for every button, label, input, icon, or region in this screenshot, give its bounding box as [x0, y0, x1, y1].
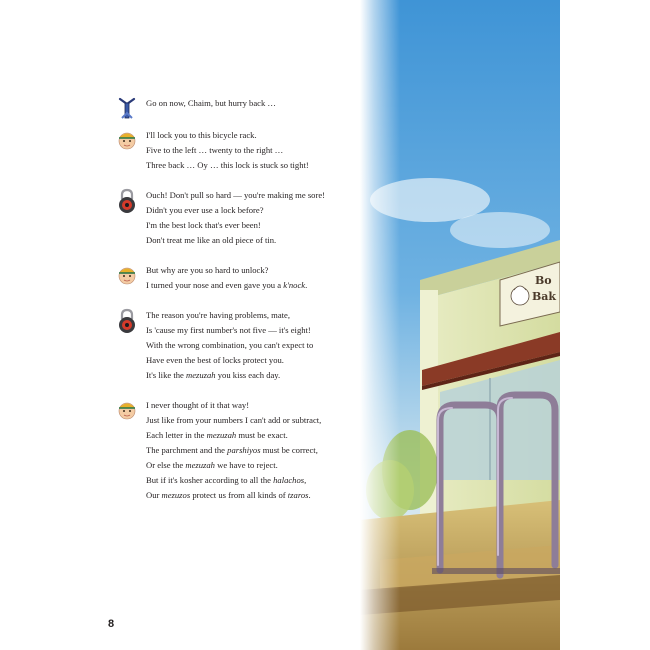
poem-line	[146, 443, 321, 458]
line-text: you kiss each day.	[215, 370, 281, 380]
poem-line	[146, 398, 321, 413]
italic-term: tzaros	[287, 490, 309, 500]
poem-line	[146, 473, 321, 488]
bicycle-rack-illustration	[360, 0, 560, 650]
poem-line	[146, 353, 313, 368]
poem-line	[146, 338, 313, 353]
line-text: protect us from all kinds of	[190, 490, 288, 500]
line-text: Didn't you ever use a lock before?	[146, 205, 264, 215]
poem-line	[146, 233, 325, 248]
page-number: 8	[108, 618, 115, 630]
line-text: we have to reject.	[214, 460, 278, 470]
line-text: Five to the left … twenty to the right …	[146, 145, 284, 155]
line-text: I'll lock you to this bicycle rack.	[146, 130, 257, 140]
poem-line	[146, 488, 321, 503]
line-text: Ouch! Don't pull so hard — you're making me sore!	[146, 190, 325, 200]
stanza-2-lines	[146, 128, 309, 173]
line-text: Is 'cause my first number's not five — it's eight!	[146, 325, 311, 335]
line-text: Have even the best of locks protect you.	[146, 355, 284, 365]
poem-line	[146, 218, 325, 233]
poem-line	[146, 458, 321, 473]
line-text: Go on now, Chaim, but hurry back …	[146, 98, 277, 108]
line-text: With the wrong combination, you can't expect to	[146, 340, 314, 350]
line-text: must be correct,	[260, 445, 318, 455]
poem-line	[146, 308, 313, 323]
line-text: I turned your nose and even gave you a	[146, 280, 284, 290]
stanza-4-lines	[146, 263, 307, 293]
italic-term: halachos	[273, 475, 305, 485]
stanza-5-lines	[146, 308, 313, 383]
stanza-1-lines	[146, 96, 276, 111]
stanza-6-lines	[146, 398, 321, 503]
poem-line	[146, 128, 309, 143]
line-text: It's like the	[146, 370, 186, 380]
line-text: Three back … Oy … this lock is stuck so tight!	[146, 160, 309, 170]
boy-chaim-icon	[116, 398, 138, 422]
sign-text-top: Bo	[535, 274, 552, 287]
poem-line	[146, 158, 309, 173]
poem-line	[146, 263, 307, 278]
italic-term: mezuzos	[161, 490, 191, 500]
poem-line	[146, 203, 325, 218]
combination-lock-icon	[116, 308, 138, 332]
line-text: .	[308, 490, 311, 500]
poem-line	[146, 96, 276, 111]
line-text: ,	[304, 475, 307, 485]
line-text: .	[305, 280, 308, 290]
line-text: I'm the best lock that's ever been!	[146, 220, 261, 230]
line-text: Or else the	[146, 460, 186, 470]
boy-chaim-icon	[116, 263, 138, 287]
italic-term: k'nock	[283, 280, 306, 290]
stanza-3-lines	[146, 188, 325, 248]
line-text: The parchment and the	[146, 445, 228, 455]
poem-line	[146, 323, 313, 338]
combination-lock-icon	[116, 188, 138, 212]
poem-line	[146, 428, 321, 443]
italic-term: mezuzah	[185, 370, 216, 380]
line-text: But why are you so hard to unlock?	[146, 265, 269, 275]
line-text: But if it's kosher according to all the	[146, 475, 274, 485]
italic-term: parshiyos	[227, 445, 261, 455]
line-text: must be exact.	[236, 430, 288, 440]
italic-term: mezuzah	[185, 460, 215, 470]
italic-term: mezuzah	[206, 430, 237, 440]
line-text: The reason you're having problems, mate,	[146, 310, 291, 320]
poem-line	[146, 143, 309, 158]
boy-chaim-icon	[116, 128, 138, 152]
mezuzah-case-icon	[116, 96, 138, 120]
poem-line	[146, 278, 307, 293]
poem-line	[146, 368, 313, 383]
line-text: Each letter in the	[146, 430, 207, 440]
line-text: Just like from your numbers I can't add or subtract,	[146, 415, 322, 425]
illustration-svg	[360, 0, 560, 650]
line-text: I never thought of it that way!	[146, 400, 250, 410]
poem-line	[146, 188, 325, 203]
line-text: Don't treat me like an old piece of tin.	[146, 235, 277, 245]
line-text: Our	[146, 490, 162, 500]
poem-line	[146, 413, 321, 428]
sign-text-bottom: Bak	[532, 290, 557, 303]
